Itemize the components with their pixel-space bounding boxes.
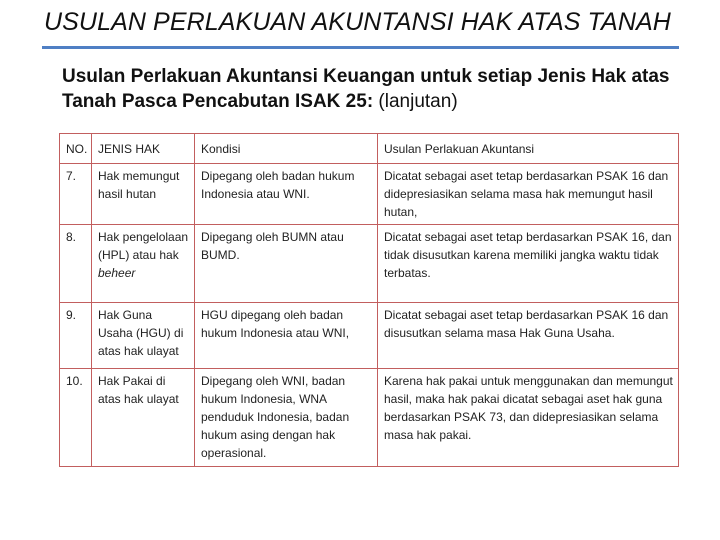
subtitle-continued-text: (lanjutan)	[373, 91, 458, 112]
table-header-row	[60, 134, 679, 164]
header-usulan: Usulan Perlakuan Akuntansi	[378, 134, 679, 164]
table-row	[60, 303, 679, 369]
cell-no: 7.	[60, 164, 92, 225]
title-underline	[42, 46, 679, 49]
cell-no: 9.	[60, 303, 92, 369]
cell-kondisi: Dipegang oleh badan hukum Indonesia atau WNI.	[195, 164, 378, 225]
cell-kondisi: HGU dipegang oleh badan hukum Indonesia atau WNI,	[195, 303, 378, 369]
cell-no: 10.	[60, 369, 92, 467]
cell-kondisi: Dipegang oleh BUMN atau BUMD.	[195, 225, 378, 303]
header-no: NO.	[60, 134, 92, 164]
header-jenis-hak: JENIS HAK	[92, 134, 195, 164]
accounting-treatment-table	[59, 133, 679, 467]
cell-kondisi: Dipegang oleh WNI, badan hukum Indonesia, WNA penduduk Indonesia, badan hukum asing dengan hak operasional.	[195, 369, 378, 467]
slide-subtitle	[62, 64, 682, 114]
slide-title: USULAN PERLAKUAN AKUNTANSI HAK ATAS TANAH	[44, 8, 671, 36]
table-row	[60, 225, 679, 303]
cell-jenis-hak	[92, 225, 195, 303]
cell-usulan: Dicatat sebagai aset tetap berdasarkan PSAK 16 dan didepresiasikan selama masa hak memungut hasil hutan,	[378, 164, 679, 225]
cell-jenis-hak: Hak Guna Usaha (HGU) di atas hak ulayat	[92, 303, 195, 369]
subtitle-bold-text: Usulan Perlakuan Akuntansi Keuangan untuk setiap Jenis Hak atas Tanah Pasca Pencabutan ISAK 25:	[62, 66, 670, 112]
table-row	[60, 164, 679, 225]
cell-jenis-hak: Hak memungut hasil hutan	[92, 164, 195, 225]
cell-jenis-hak-italic: beheer	[98, 266, 136, 280]
header-kondisi: Kondisi	[195, 134, 378, 164]
table-row	[60, 369, 679, 467]
cell-jenis-hak-text: Hak pengelolaan (HPL) atau hak	[98, 230, 189, 262]
cell-jenis-hak: Hak Pakai di atas hak ulayat	[92, 369, 195, 467]
cell-no: 8.	[60, 225, 92, 303]
cell-usulan: Karena hak pakai untuk menggunakan dan memungut hasil, maka hak pakai dicatat sebagai aset hak guna berdasarkan PSAK 73, dan didepresiasikan selama masa hak pakai.	[378, 369, 679, 467]
cell-usulan: Dicatat sebagai aset tetap berdasarkan PSAK 16, dan tidak disusutkan karena memiliki jangka waktu tidak terbatas.	[378, 225, 679, 303]
cell-usulan: Dicatat sebagai aset tetap berdasarkan PSAK 16 dan disusutkan selama masa Hak Guna Usaha.	[378, 303, 679, 369]
